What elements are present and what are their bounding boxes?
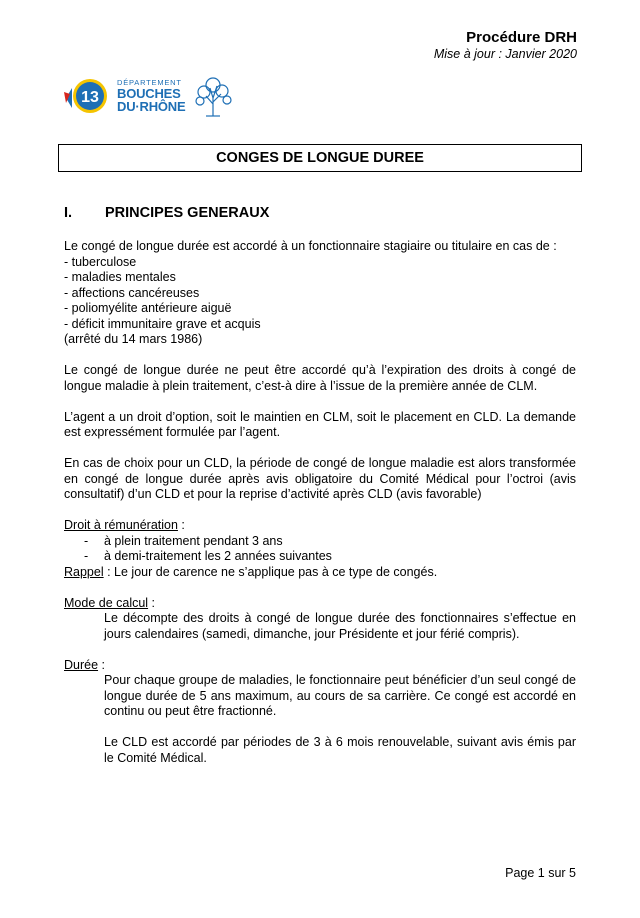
- remuneration-item: - à demi-traitement les 2 années suivantes: [84, 549, 332, 563]
- intro-paragraph: Le congé de longue durée est accordé à un fonctionnaire stagiaire ou titulaire en cas de :: [64, 239, 557, 253]
- calcul-text: Le décompte des droits à congé de longue durée des fonctionnaires s’effectue en jours calendaires (samedi, dimanche, jour Présidente et jour férié compris).: [104, 611, 576, 641]
- section-number: I.: [64, 205, 73, 221]
- document-header: [434, 29, 577, 62]
- intro-list-item: - déficit immunitaire grave et acquis: [64, 316, 261, 331]
- paragraph-comite-medical: En cas de choix pour un CLD, la période de congé de longue maladie est alors transformée en congé de longue durée après avis obligatoire du Comité Médical pour l’octroi (avis consultatif) d’un CLD et pour la reprise d’activité après CLD (avis favorable): [64, 456, 576, 501]
- logo-text: [117, 78, 185, 113]
- remuneration-item-text: à plein traitement pendant 3 ans: [104, 533, 283, 548]
- document-body: [64, 239, 576, 782]
- remuneration-label: Droit à rémunération: [64, 518, 178, 532]
- duree-text-1: Pour chaque groupe de maladies, le fonctionnaire peut bénéficier d’un seul congé de longue durée de 5 ans maximum, au cours de sa carrière. Ce congé est accordé en continu ou peut être fractionné.: [104, 673, 576, 718]
- logo-line2: DU·RHÔNE: [117, 99, 186, 114]
- procedure-title: Procédure DRH: [466, 29, 577, 46]
- remuneration-colon: :: [177, 518, 185, 532]
- intro-list-item: - tuberculose: [64, 254, 137, 269]
- tree-icon: [192, 76, 234, 118]
- rappel-text: : Le jour de carence ne s’applique pas à ce type de congés.: [103, 564, 438, 579]
- calcul-label: Mode de calcul: [64, 595, 149, 610]
- remuneration-item-text: à demi-traitement les 2 années suivantes: [104, 549, 332, 563]
- duree-colon: :: [98, 657, 105, 672]
- logo-badge-number: 13: [81, 89, 99, 106]
- remuneration-item: - à plein traitement pendant 3 ans: [84, 533, 283, 548]
- remuneration-list: [64, 534, 576, 565]
- remuneration-heading: [64, 518, 576, 534]
- intro-list-item: - affections cancéreuses: [64, 285, 200, 300]
- duree-label: Durée: [64, 657, 99, 672]
- section-heading: [64, 204, 269, 222]
- rappel-paragraph: [64, 565, 576, 581]
- departement-logo: [64, 76, 240, 118]
- duree-text-2: Le CLD est accordé par périodes de 3 à 6 mois renouvelable, suivant avis émis par le Comité Médical.: [104, 735, 576, 765]
- page-number: Page 1 sur 5: [505, 866, 576, 880]
- duree-heading: [64, 658, 576, 674]
- rappel-label: Rappel: [64, 564, 104, 579]
- update-date: Mise à jour : Janvier 2020: [433, 47, 577, 61]
- calcul-colon: :: [148, 595, 156, 610]
- document-title: CONGES DE LONGUE DUREE: [58, 144, 582, 172]
- logo-line1: BOUCHES: [117, 86, 181, 101]
- intro-reference: (arrêté du 14 mars 1986): [64, 332, 203, 346]
- logo-departement: DÉPARTEMENT: [117, 78, 182, 87]
- section-title: PRINCIPES GENERAUX: [105, 205, 270, 221]
- intro-list-item: - poliomyélite antérieure aiguë: [64, 301, 232, 315]
- logo-badge-icon: [64, 76, 116, 118]
- paragraph-clm-expiration: Le congé de longue durée ne peut être accordé qu’à l’expiration des droits à congé de longue maladie à plein traitement, c’est-à dire à l’issue de la première année de CLM.: [64, 363, 576, 393]
- intro-list-item: - maladies mentales: [64, 270, 176, 284]
- paragraph-option: L’agent a un droit d’option, soit le maintien en CLM, soit le placement en CLD. La demande est expressément formulée par l’agent.: [64, 409, 576, 439]
- calcul-heading: [64, 596, 576, 612]
